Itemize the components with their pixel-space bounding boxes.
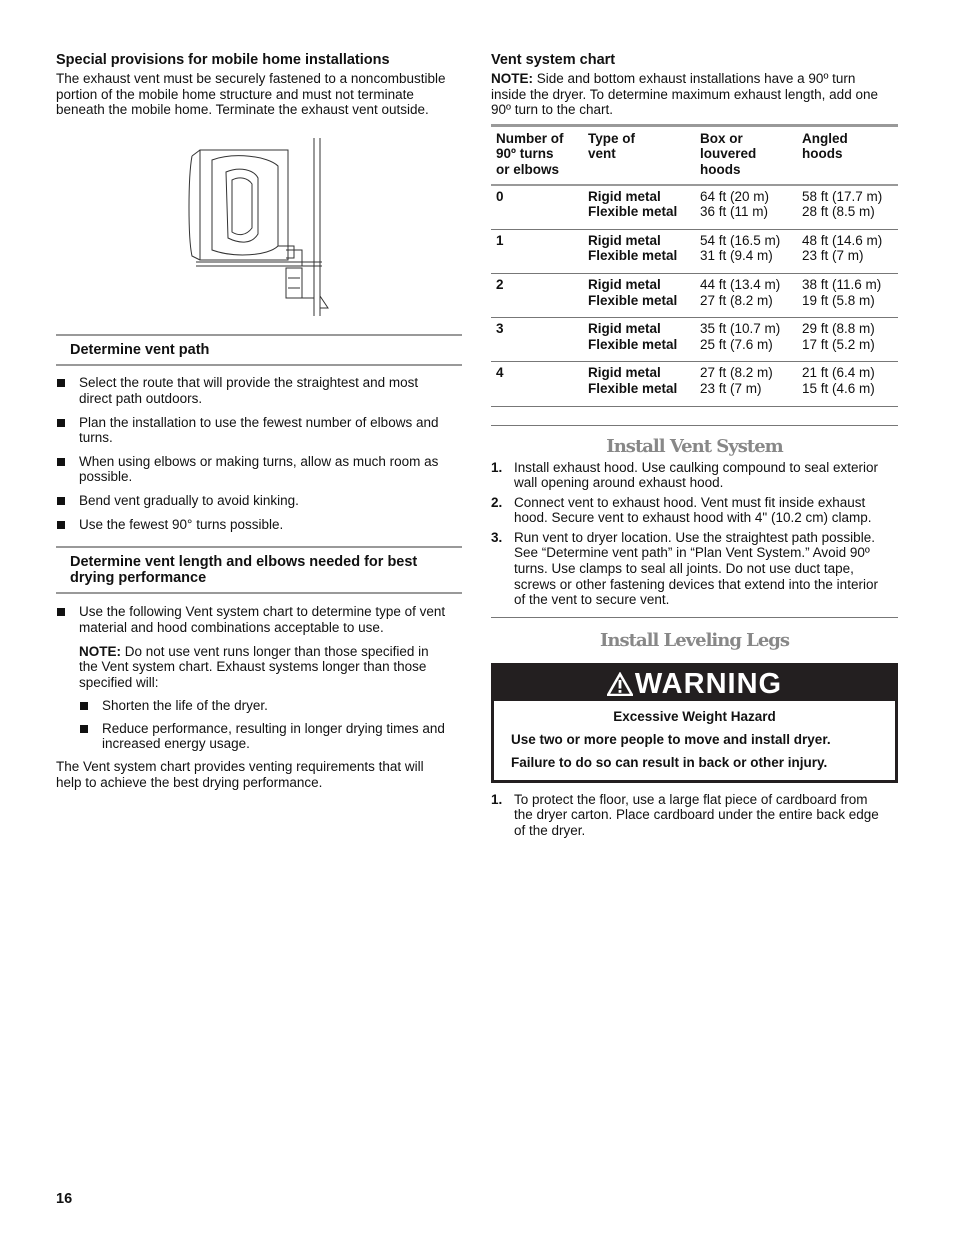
note-sublist [79,698,462,752]
dryer-vent-diagram [182,138,342,318]
table-header: Box or louvered hoods [700,130,757,177]
list-item: When using elbows or making turns, allow as much room as possible. [56,454,462,485]
warning-hazard: Excessive Weight Hazard [613,708,776,724]
table-header: Type of vent [588,130,635,162]
table-row: 0 Rigid metal Flexible metal 64 ft (20 m) 36 ft (11 m) 58 ft (17.7 m) 28 ft (8.5 m) [491,185,898,230]
leveling-legs-heading: Install Leveling Legs [599,629,790,651]
install-vent-heading: Install Vent System [606,435,783,457]
list-item: 1. Install exhaust hood. Use caulking compound to seal exterior wall opening around exhaust hood. [491,459,878,491]
list-item: 2. Connect vent to exhaust hood. Vent must fit inside exhaust hood. Secure vent to exhaust hood with 4" (10.2 cm) clamp. [491,494,872,526]
warning-body [494,701,895,780]
warning-header: WARNING [494,666,895,701]
warning-box [491,663,898,783]
closing-paragraph: The Vent system chart provides venting requirements that will help to achieve the best drying performance. [56,759,424,790]
section-bar-vent-length: Determine vent length and elbows needed for best drying performance [56,546,462,594]
table-row: 4 Rigid metal Flexible metal 27 ft (8.2 m) 23 ft (7 m) 21 ft (6.4 m) 15 ft (4.6 m) [491,362,898,406]
warning-line: Failure to do so can result in back or other injury. [511,754,828,770]
table-row: 1 Rigid metal Flexible metal 54 ft (16.5 m) 31 ft (9.4 m) 48 ft (14.6 m) 23 ft (7 m) [491,229,898,273]
table-row: 3 Rigid metal Flexible metal 35 ft (10.7 m) 25 ft (7.6 m) 29 ft (8.8 m) 17 ft (5.2 m) [491,318,898,362]
vent-system-table [491,124,898,407]
warning-line: Use two or more people to move and install dryer. [511,731,831,747]
section-divider [491,425,898,426]
vent-chart-note: NOTE: Side and bottom exhaust installations have a 90º turn inside the dryer. To determine maximum exhaust length, add one 90º turn to the chart. [491,71,878,118]
install-vent-steps [491,460,898,608]
warning-triangle-icon [607,672,633,696]
page-number: 16 [56,1191,73,1207]
list-item: Reduce performance, resulting in longer drying times and increased energy usage. [79,721,462,752]
mobile-home-text: The exhaust vent must be securely fastened to a noncombustible portion of the mobile home structure and must not terminate beneath the mobile home. Terminate the exhaust vent outside. [56,71,446,118]
list-item: 3. Run vent to dryer location. Use the straightest path possible. See “Determine vent path” in “Plan Vent System.” Avoid 90º turns. Use clamps to seal all joints. Do not use duct tape, screws or other fastening devices that extend into the interior of the vent to secure vent. [491,529,878,608]
vent-path-list [56,375,462,532]
list-item: Plan the installation to use the fewest number of elbows and turns. [56,415,462,446]
list-item: Use the following Vent system chart to determine type of vent material and hood combinations acceptable to use. NOTE: Do not use vent runs longer than those specified in the Vent system chart. Exhaust systems longer than those specified will: Shorten the life of the dryer. Reduce performance, resulting in longer drying times and increased energy usage. [56,604,462,752]
right-column [491,52,898,839]
note-paragraph: NOTE: Do not use vent runs longer than those specified in the Vent system chart. Exhaust systems longer than those specified will: [79,643,429,690]
mobile-home-illustration [182,138,342,318]
list-item: Select the route that will provide the straightest and most direct path outdoors. [56,375,462,406]
leveling-steps [491,792,898,839]
section-bar-vent-path: Determine vent path [56,334,462,367]
table-header: Angled hoods [802,130,848,162]
vent-length-list [56,604,462,752]
table-header: Number of 90º turns or elbows [496,130,564,177]
vent-chart-heading: Vent system chart [491,52,616,68]
section-divider [491,617,898,618]
mobile-home-heading: Special provisions for mobile home installations [56,52,390,68]
list-item: 1. To protect the floor, use a large flat piece of cardboard from the dryer carton. Place cardboard under the entire back edge of the dryer. [491,791,879,839]
left-column [56,52,462,790]
table-row: 2 Rigid metal Flexible metal 44 ft (13.4 m) 27 ft (8.2 m) 38 ft (11.6 m) 19 ft (5.8 m) [491,273,898,317]
list-item: Bend vent gradually to avoid kinking. [56,493,462,509]
list-item: Shorten the life of the dryer. [79,698,462,714]
list-item: Use the fewest 90° turns possible. [56,517,462,533]
